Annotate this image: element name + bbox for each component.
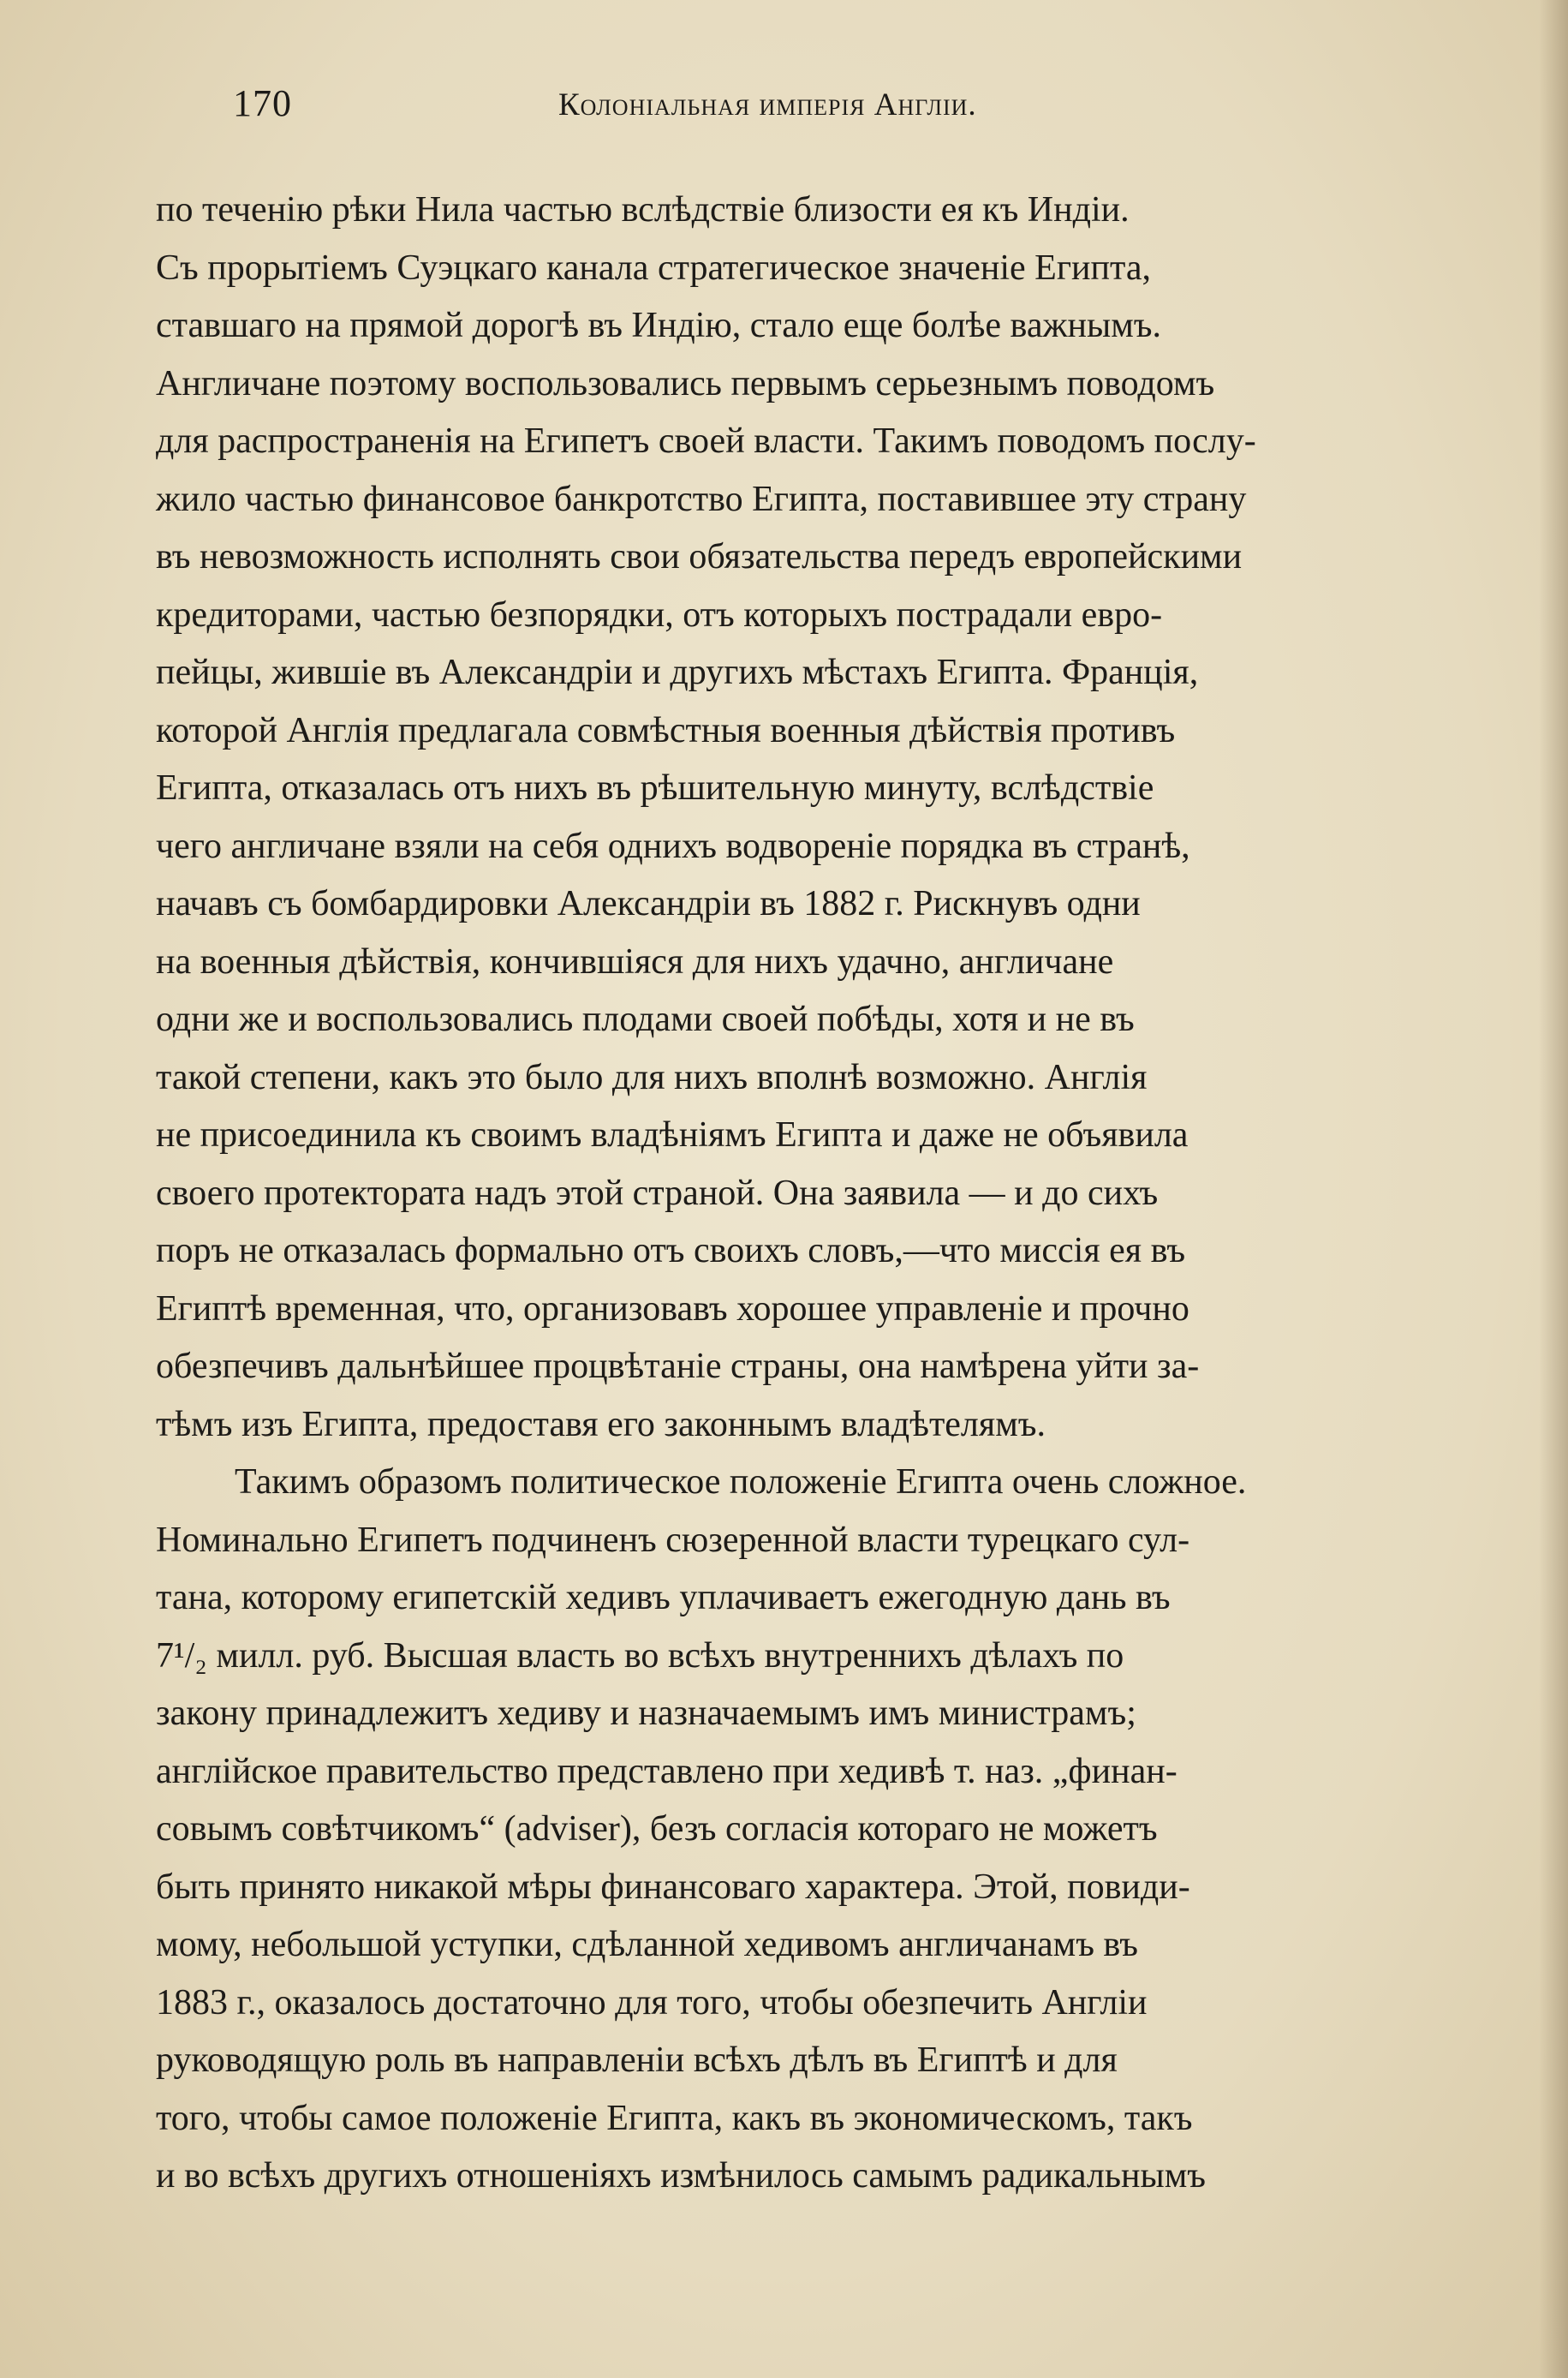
text-line: ставшаго на прямой дорогѣ въ Индію, стало еще болѣе важнымъ.: [156, 306, 1161, 345]
text-line: своего протектората надъ этой страной. Она заявила — и до сихъ: [156, 1173, 1159, 1213]
paragraph-start-line: Такимъ образомъ политическое положеніе Египта очень сложное.: [235, 1462, 1247, 1502]
text-line: 1883 г., оказалось достаточно для того, чтобы обезпечить Англіи: [156, 1982, 1148, 2022]
text-line: 7¹/₂ милл. руб. Высшая власть во всѣхъ внутреннихъ дѣлахъ по: [156, 1635, 1124, 1676]
text-line: быть принято никакой мѣры финансоваго характера. Этой, повиди-: [156, 1867, 1190, 1907]
text-line: руководящую роль въ направленіи всѣхъ дѣлъ въ Египтѣ и для: [156, 2040, 1118, 2080]
text-line: такой степени, какъ это было для нихъ вполнѣ возможно. Англія: [156, 1057, 1148, 1097]
text-line: англійское правительство представлено при хедивѣ т. наз. „финан-: [156, 1751, 1177, 1791]
page-header: [233, 81, 1106, 133]
text-line: тѣмъ изъ Египта, предоставя его законнымъ владѣтелямъ.: [156, 1404, 1046, 1444]
text-line: совымъ совѣтчикомъ“ (adviser), безъ согласія котораго не можетъ: [156, 1809, 1158, 1849]
text-line: Египтѣ временная, что, организовавъ хорошее управленіе и прочно: [156, 1288, 1189, 1329]
text-line: закону принадлежитъ хедиву и назначаемымъ имъ министрамъ;: [156, 1694, 1136, 1733]
text-line: по теченію рѣки Нила частью вслѣдствіе близости ея къ Индіи.: [156, 190, 1130, 230]
text-line: кредиторами, частью безпорядки, отъ которыхъ пострадали евро-: [156, 594, 1163, 635]
text-line: жило частью финансовое банкротство Египта, поставившее эту страну: [156, 479, 1247, 519]
text-line: поръ не отказалась формально отъ своихъ словъ,—что миссія ея въ: [156, 1231, 1186, 1270]
text-line: обезпечивъ дальнѣйшее процвѣтаніе страны, она намѣрена уйти за-: [156, 1347, 1200, 1386]
text-line: Съ прорытіемъ Суэцкаго канала стратегическое значеніе Египта,: [156, 248, 1152, 288]
text-line: того, чтобы самое положеніе Египта, какъ въ экономическомъ, такъ: [156, 2098, 1193, 2138]
text-line: въ невозможность исполнять свои обязательства передъ европейскими: [156, 537, 1243, 577]
text-line: одни же и воспользовались плодами своей побѣды, хотя и не въ: [156, 1000, 1135, 1039]
text-line: на военныя дѣйствія, кончившіяся для нихъ удачно, англичане: [156, 941, 1114, 982]
page-edge-shadow: [1539, 0, 1568, 2378]
text-line: Номинально Египетъ подчиненъ сюзеренной власти турецкаго сул-: [156, 1520, 1190, 1560]
text-line: Англичане поэтому воспользовались первымъ серьезнымъ поводомъ: [156, 363, 1215, 403]
text-line: мому, небольшой уступки, сдѣланной хедивомъ англичанамъ въ: [156, 1925, 1138, 1964]
text-line: тана, которому египетскій хедивъ уплачиваетъ ежегодную дань въ: [156, 1578, 1171, 1617]
text-line: пейцы, жившіе въ Александріи и другихъ мѣстахъ Египта. Франція,: [156, 653, 1199, 692]
text-line: начавъ съ бомбардировки Александріи въ 1882 г. Рискнувъ одни: [156, 884, 1141, 923]
page-number: 170: [233, 82, 292, 124]
body-text: [156, 182, 1423, 2206]
text-line: чего англичане взяли на себя однихъ водвореніе порядка въ странѣ,: [156, 826, 1190, 866]
text-line: не присоединила къ своимъ владѣніямъ Египта и даже не объявила: [156, 1115, 1189, 1155]
text-line: для распространенія на Египетъ своей власти. Такимъ поводомъ послу-: [156, 421, 1256, 461]
text-line: и во всѣхъ другихъ отношеніяхъ измѣнилось самымъ радикальнымъ: [156, 2156, 1207, 2196]
text-line: Египта, отказалась отъ нихъ въ рѣшительную минуту, вслѣдствіе: [156, 768, 1154, 808]
running-title: Колоніальная имперія Англіи.: [558, 87, 977, 122]
text-line: которой Англія предлагала совмѣстныя военныя дѣйствія противъ: [156, 710, 1176, 750]
